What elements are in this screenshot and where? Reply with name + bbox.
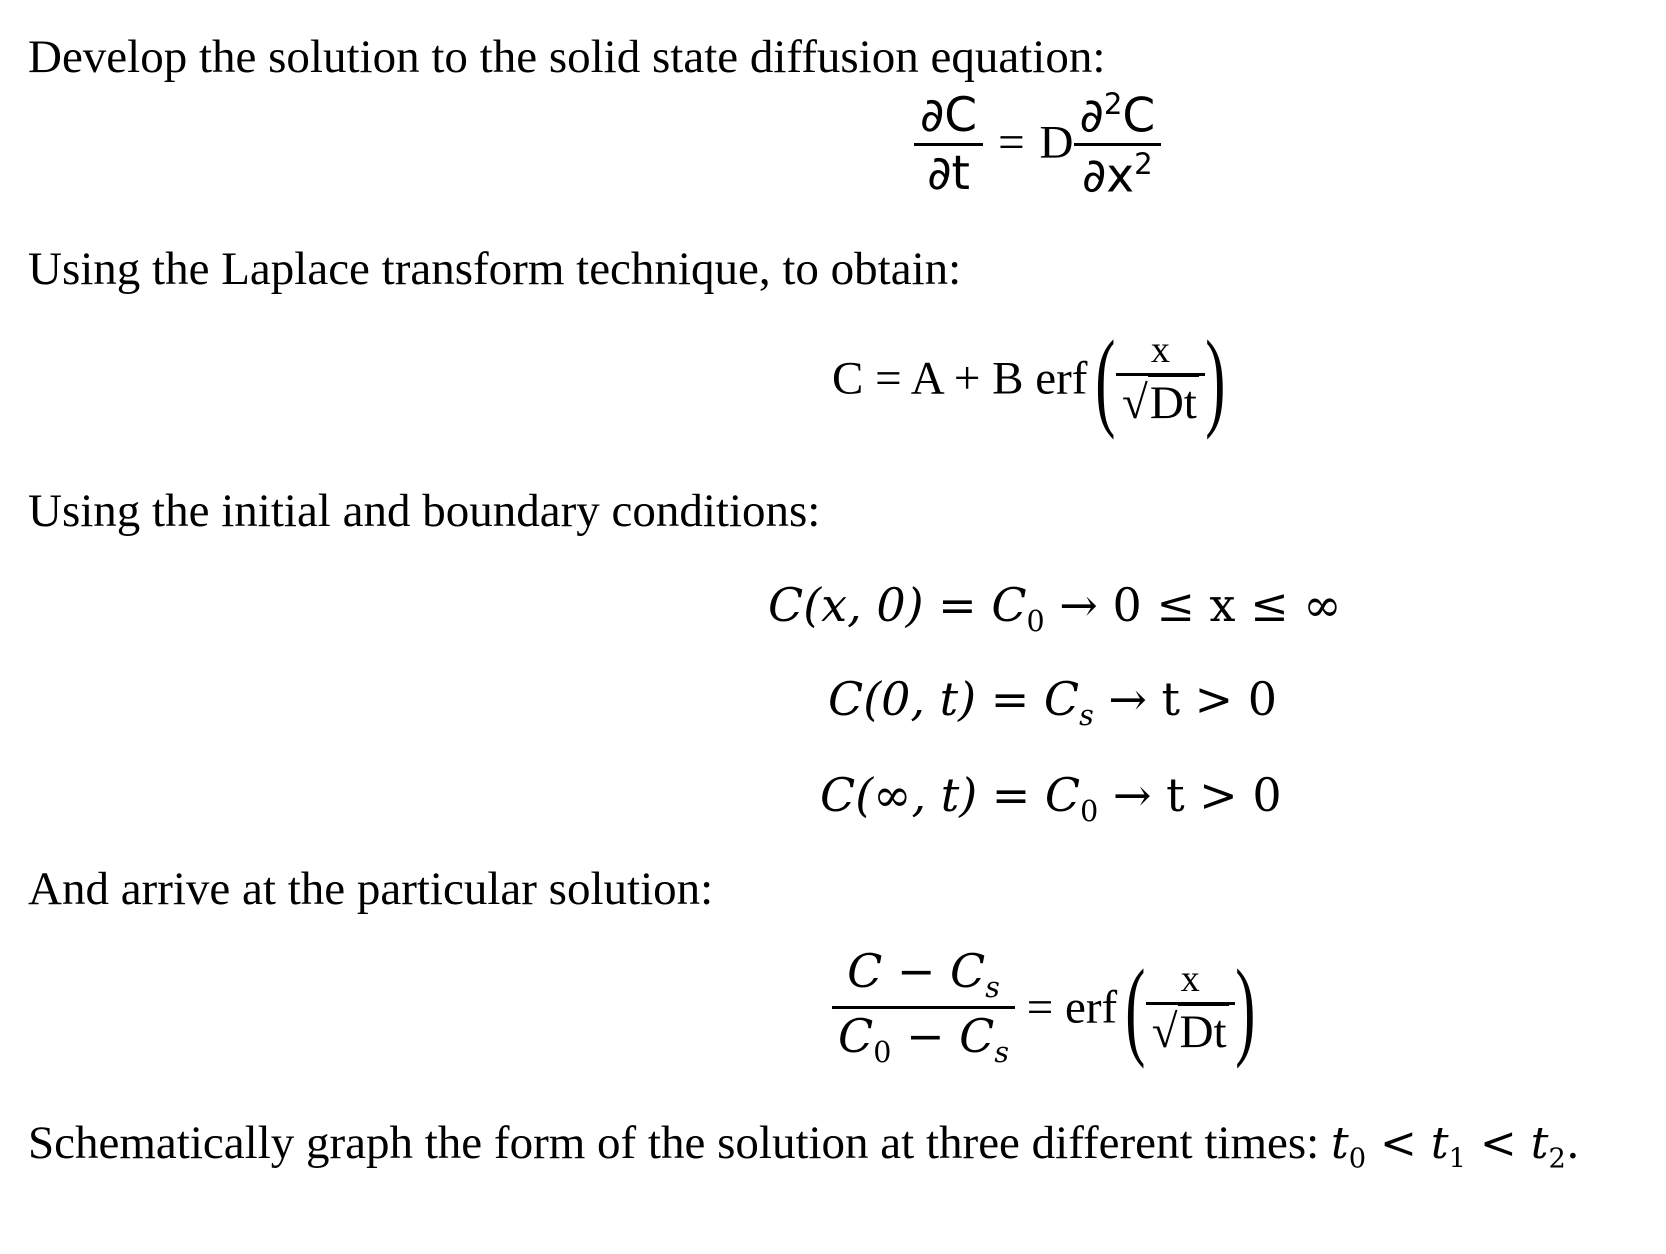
left-paren: ( [1125,946,1146,1069]
left-paren: ( [1095,318,1116,440]
ratio-denominator: $C_0 - C_s$ [838,1009,1009,1070]
erf-argument [1116,331,1205,427]
right-paren: ) [1234,946,1255,1069]
particular-text: And arrive at the particular solution: [28,863,714,915]
general-solution [832,318,1233,440]
rhs-fraction [1074,87,1162,204]
equals-erf: = erf [1026,981,1118,1034]
diffusion-coefficient: D [1039,116,1074,169]
conditions-text: Using the initial and boundary conditions: [28,485,821,537]
times-ordering: $t_0 < t_1 < t_2$. [1331,1118,1580,1175]
ratio-numerator: $C - C_s$ [832,948,1015,1009]
boundary-condition-surface: C(0, $t) = C_s \to t > 0$ [828,672,1278,732]
erf-denominator: √Dt [1146,1005,1235,1056]
initial-condition: C(x, $0) = C_0 \to 0 \le x$ ≤ ∞ [768,578,1342,638]
lhs-denominator: ∂t [927,146,970,202]
lhs-fraction [914,88,983,202]
rhs-denominator: $\partial x^2$ [1082,147,1153,204]
erf-denominator: √Dt [1116,376,1205,427]
erf-numerator: x [1146,960,1235,1005]
general-lhs: C = A + B erf [832,352,1088,405]
ratio-fraction [832,944,1015,1070]
equals-sign: = [998,116,1025,169]
graph-instruction: Schematically graph the form of the solution at three different times: $t_0 < t_1 < t_2$. [28,1117,1580,1175]
particular-solution [832,944,1263,1070]
lhs-numerator: ∂C [914,92,983,146]
laplace-text: Using the Laplace transform technique, to obtain: [28,243,962,295]
boundary-condition-infinity: C(∞, $t) = C_0 \to t > 0$ [820,768,1282,828]
right-paren: ) [1205,318,1226,440]
rhs-numerator: ∂$^2$C [1074,90,1162,146]
erf-numerator: x [1116,331,1205,376]
diffusion-equation [914,87,1161,204]
erf-argument [1146,957,1235,1058]
intro-text: Develop the solution to the solid state diffusion equation: [28,31,1106,83]
